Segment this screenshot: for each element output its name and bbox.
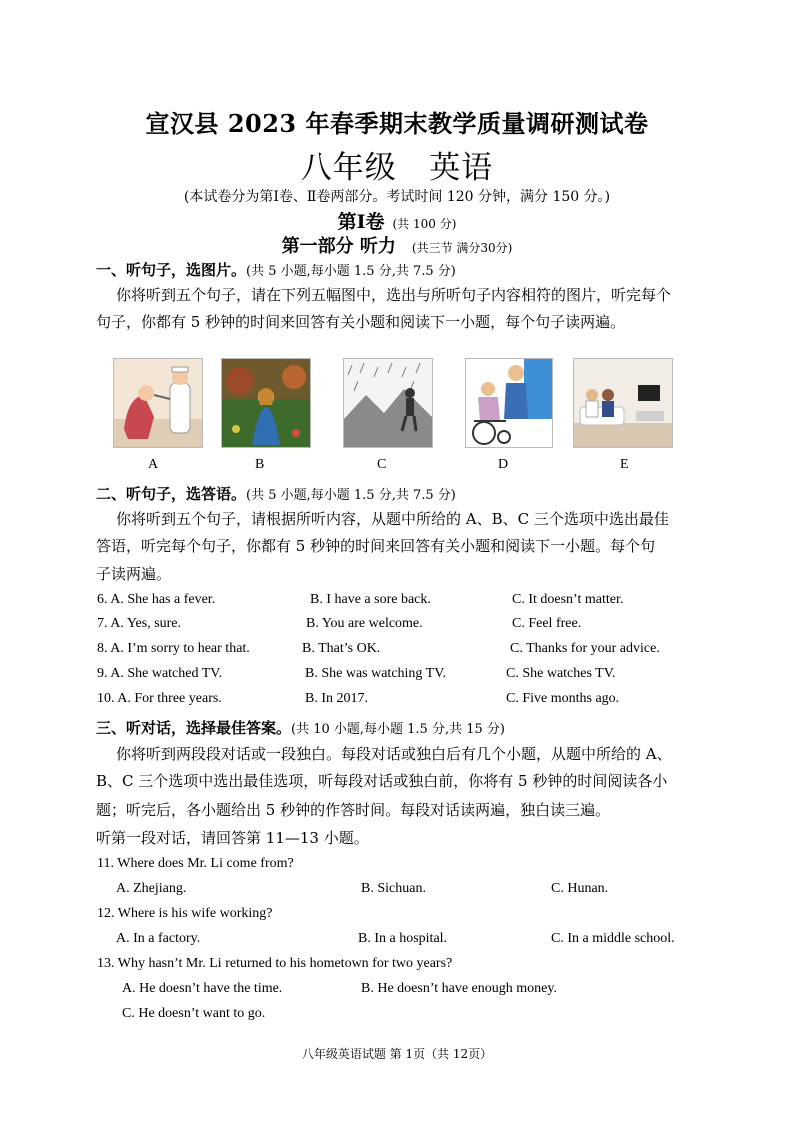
part-points: (共三节 满分30分): [411, 241, 513, 255]
picture-e: [573, 358, 673, 448]
q7-option-c: C. Feel free.: [512, 616, 582, 631]
q11-option-c: C. Hunan.: [551, 881, 609, 896]
part-heading: [0, 232, 794, 258]
dentist-picture-icon: [114, 359, 202, 447]
q7-option-a: 7. A. Yes, sure.: [97, 616, 182, 631]
picture-c: [343, 358, 433, 448]
volume-points: (共 100 分): [392, 217, 457, 231]
q6-option-a: 6. A. She has a fever.: [97, 592, 216, 607]
q13-option-c: C. He doesn’t want to go.: [122, 1006, 266, 1021]
q9-option-c: C. She watches TV.: [506, 666, 616, 681]
q13-option-b: B. He doesn’t have enough money.: [361, 981, 557, 996]
picture-b: [221, 358, 311, 448]
section2-heading: [96, 483, 456, 504]
section1-title: 一、听句子，选图片。: [96, 261, 247, 279]
volume-title: 第Ⅰ卷: [337, 211, 385, 233]
section1-heading: [96, 259, 456, 280]
picture-d: [465, 358, 553, 448]
section1-points: (共 5 小题,每小题 1.5 分,共 7.5 分): [246, 264, 456, 279]
section3-title: 三、听对话，选择最佳答案。: [96, 719, 292, 737]
section2-points: (共 5 小题,每小题 1.5 分,共 7.5 分): [246, 488, 456, 503]
section3-heading: [96, 717, 505, 738]
q10-option-c: C. Five months ago.: [506, 691, 620, 706]
family-watching-tv-picture-icon: [574, 359, 672, 447]
section2-instructions-line2: 答语，听完每个句子，你都有 5 秒钟的时间来回答有关小题和阅读下一小题。每个句: [96, 537, 656, 555]
q10-option-b: B. In 2017.: [305, 691, 368, 706]
section3-instructions-line2: B、C 三个选项中选出最佳选项，听每段对话或独白前，你将有 5 秒钟的时间阅读各小: [96, 772, 668, 790]
picture-label-a: A: [148, 457, 159, 472]
hiker-in-rain-picture-icon: [344, 359, 432, 447]
q12-question: 12. Where is his wife working?: [97, 906, 273, 921]
q10-option-a: 10. A. For three years.: [97, 691, 222, 706]
q8-option-c: C. Thanks for your advice.: [510, 641, 660, 656]
q9-option-a: 9. A. She watched TV.: [97, 666, 223, 681]
section2-title: 二、听句子，选答语。: [96, 485, 247, 503]
q6-option-c: C. It doesn’t matter.: [512, 592, 624, 607]
section3-instructions-line1: 你将听到两段段对话或一段独白。每段对话或独白后有几个小题，从题中所给的 A、: [116, 745, 672, 763]
exam-subtitle: 八年级 英语: [300, 150, 494, 186]
picture-label-e: E: [620, 457, 629, 472]
part-title: 第一部分 听力: [281, 236, 396, 257]
q8-option-b: B. That’s OK.: [302, 641, 381, 656]
nurse-with-wheelchair-picture-icon: [466, 359, 552, 447]
q8-option-a: 8. A. I’m sorry to hear that.: [97, 641, 250, 656]
q12-option-b: B. In a hospital.: [358, 931, 448, 946]
q7-option-b: B. You are welcome.: [306, 616, 423, 631]
section2-instructions-line1: 你将听到五个句子，请根据所听内容，从题中所给的 A、B、C 三个选项中选出最佳: [116, 510, 669, 528]
q12-option-a: A. In a factory.: [116, 931, 201, 946]
picture-a: [113, 358, 203, 448]
volume-heading: [0, 207, 794, 234]
picture-label-c: C: [377, 457, 387, 472]
section1-instructions-line2: 句子，你都有 5 秒钟的时间来回答有关小题和阅读下一小题，每个句子读两遍。: [96, 313, 626, 331]
exam-title: 宣汉县 2023 年春季期末教学质量调研测试卷: [145, 109, 649, 138]
q11-option-a: A. Zhejiang.: [116, 881, 187, 896]
q12-option-c: C. In a middle school.: [551, 931, 675, 946]
exam-note: (本试卷分为第Ⅰ卷、Ⅱ卷两部分。考试时间 120 分钟，满分 150 分。): [183, 189, 611, 205]
picture-label-b: B: [255, 457, 265, 472]
q13-option-a: A. He doesn’t have the time.: [122, 981, 283, 996]
section3-instructions-line3: 题；听完后，各小题给出 5 秒钟的作答时间。每段对话读两遍，独白读三遍。: [96, 801, 611, 819]
section3-points: (共 10 小题,每小题 1.5 分,共 15 分): [291, 722, 505, 737]
q11-option-b: B. Sichuan.: [361, 881, 426, 896]
q13-question: 13. Why hasn’t Mr. Li returned to his hometown for two years?: [97, 956, 453, 971]
section1-instructions-line1: 你将听到五个句子，请在下列五幅图中，选出与所听句子内容相符的图片，听完每个: [116, 286, 672, 304]
section2-instructions-line3: 子读两遍。: [96, 565, 172, 583]
girl-in-garden-picture-icon: [222, 359, 310, 447]
page-footer: 八年级英语试题 第 1页（共 12页）: [301, 1047, 493, 1061]
q9-option-b: B. She was watching TV.: [305, 666, 447, 681]
picture-label-d: D: [498, 457, 509, 472]
q6-option-b: B. I have a sore back.: [310, 592, 431, 607]
q11-question: 11. Where does Mr. Li come from?: [97, 856, 294, 871]
dialog1-prompt: 听第一段对话，请回答第 11—13 小题。: [96, 829, 369, 847]
